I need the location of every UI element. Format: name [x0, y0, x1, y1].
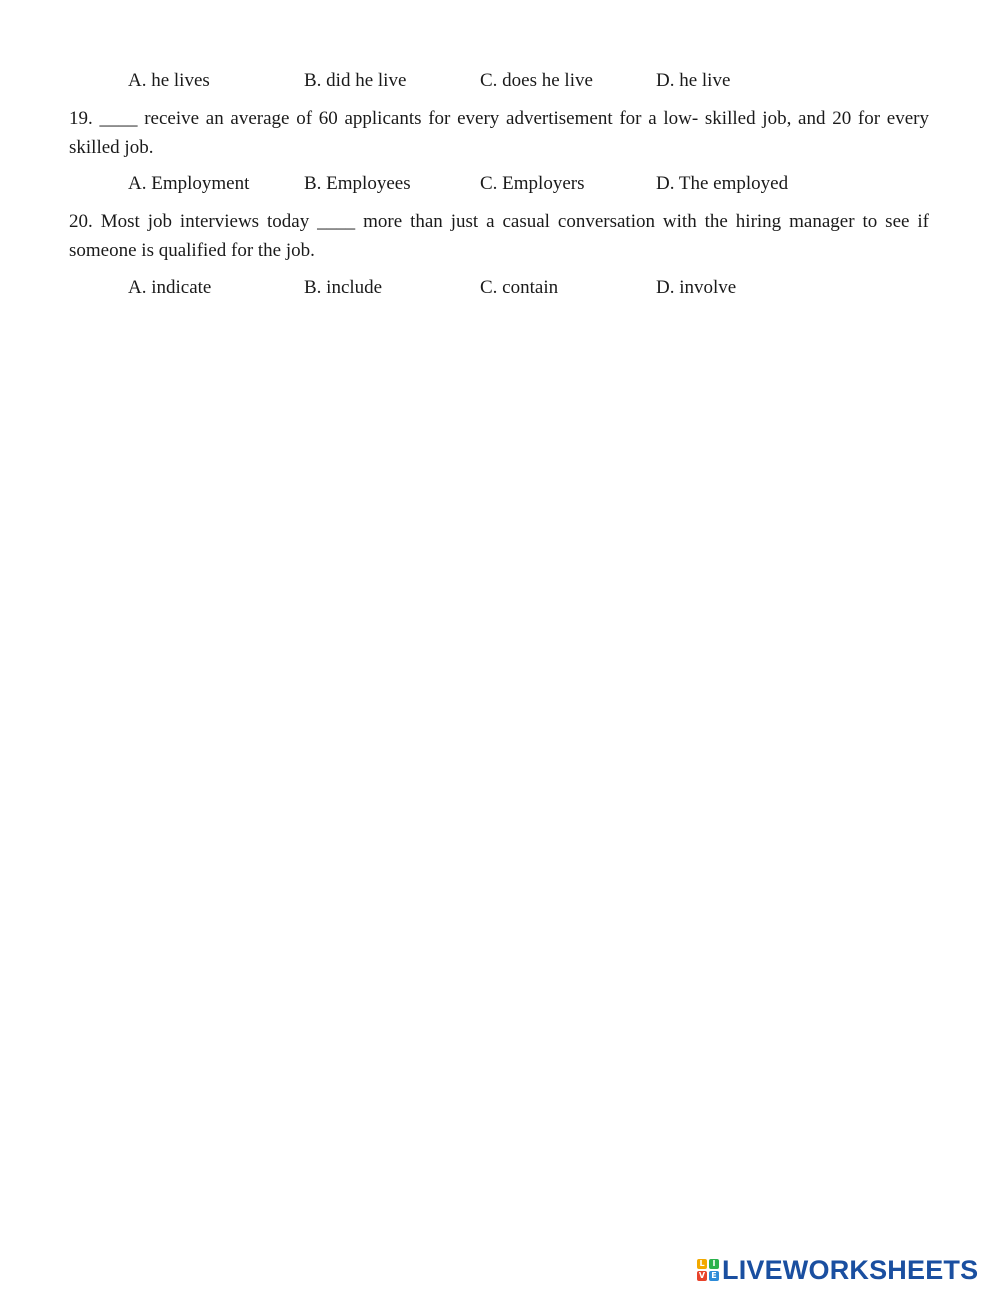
logo-tile-v: V	[698, 1271, 706, 1280]
q19-option-b[interactable]: B. Employees	[304, 173, 411, 194]
logo-tile-i: I	[709, 1259, 719, 1269]
q18-options	[128, 68, 948, 94]
q20-option-d[interactable]: D. involve	[656, 277, 737, 298]
q20-text: 20. Most job interviews today ____ more than just a casual conversation with the hiring manager to see if someone is qualified for the job.	[69, 211, 929, 261]
q18-option-b[interactable]: B. did he live	[304, 70, 407, 91]
q18-option-a[interactable]: A. he lives	[128, 70, 210, 91]
q20-option-a[interactable]: A. indicate	[128, 277, 212, 298]
q20-option-b[interactable]: B. include	[304, 277, 383, 298]
q19-text: 19. ____ receive an average of 60 applicants for every advertisement for a low- skilled job, and 20 for every skilled job.	[69, 108, 929, 158]
q19-option-d[interactable]: D. The employed	[656, 173, 789, 194]
q19-option-a[interactable]: A. Employment	[128, 173, 250, 194]
logo-text: LIVEWORKSHEETS	[722, 1255, 979, 1285]
q20-option-c[interactable]: C. contain	[480, 277, 559, 298]
logo-tile-e: E	[709, 1271, 719, 1281]
q19-option-c[interactable]: C. Employers	[480, 173, 585, 194]
q18-option-c[interactable]: C. does he live	[480, 70, 593, 91]
logo-mark-icon	[697, 1259, 719, 1281]
logo-tile-l: L	[697, 1259, 707, 1269]
q20-options	[128, 275, 948, 301]
q19-options	[128, 171, 948, 197]
liveworksheets-logo	[697, 1255, 978, 1285]
q18-option-d[interactable]: D. he live	[656, 70, 731, 91]
